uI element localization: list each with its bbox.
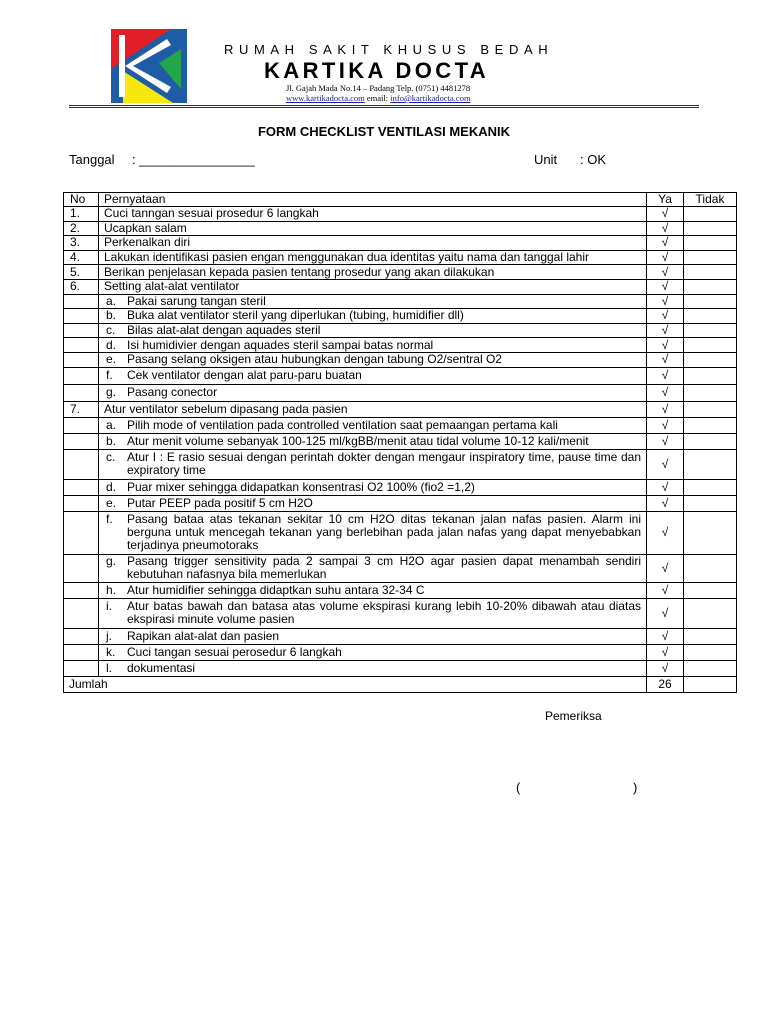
ya-check[interactable]: √ xyxy=(647,265,684,280)
hospital-contact xyxy=(286,93,471,103)
sub-item-text: Cuci tangan sesuai perosedur 6 langkah xyxy=(127,644,342,659)
sub-item xyxy=(104,353,641,366)
header-tidak: Tidak xyxy=(684,193,737,207)
table-row xyxy=(64,660,737,676)
ya-check[interactable]: √ xyxy=(647,207,684,222)
sub-item-text: Pilih mode of ventilation pada controlled ventilation saat pemaangan pertama kali xyxy=(127,417,558,432)
row-number xyxy=(64,644,99,660)
sub-item-letter: f. xyxy=(106,368,113,383)
row-statement: Ucapkan salam xyxy=(99,221,647,236)
ya-check[interactable]: √ xyxy=(647,628,684,644)
table-row xyxy=(64,511,737,554)
sub-item-letter: d. xyxy=(106,337,117,352)
sub-item-text: Pasang bataa atas tekanan sekitar 10 cm H2O ditas tekanan jalan nafas pasien. Alarm ini berguna untuk mencegah tekanan yang berlebihan pada jalan nafas yang dapat menyebabkan terjadinya pneumotoraks xyxy=(127,512,641,553)
row-number xyxy=(64,598,99,628)
ya-check[interactable]: √ xyxy=(647,294,684,309)
row-number xyxy=(64,449,99,479)
ya-check[interactable]: √ xyxy=(647,449,684,479)
tidak-check[interactable] xyxy=(684,582,737,598)
table-row xyxy=(64,323,737,338)
tidak-check[interactable] xyxy=(684,250,737,265)
sub-item xyxy=(104,600,641,626)
row-number: 7. xyxy=(64,401,99,417)
row-number: 3. xyxy=(64,236,99,251)
sub-item xyxy=(104,555,641,581)
row-number: 5. xyxy=(64,265,99,280)
header-ya: Ya xyxy=(647,193,684,207)
hospital-name: KARTIKA DOCTA xyxy=(264,58,490,83)
row-statement xyxy=(99,628,647,644)
sub-item-letter: b. xyxy=(106,308,117,323)
row-statement: Setting alat-alat ventilator xyxy=(99,279,647,294)
row-number xyxy=(64,495,99,511)
row-number xyxy=(64,309,99,324)
sub-item-text: Pasang selang oksigen atau hubungkan dengan tabung O2/sentral O2 xyxy=(127,352,502,367)
row-number xyxy=(64,582,99,598)
sub-item-letter: g. xyxy=(106,385,117,400)
email-label: email: xyxy=(364,93,391,103)
sub-item xyxy=(104,309,641,322)
tidak-check[interactable] xyxy=(684,495,737,511)
tidak-check[interactable] xyxy=(684,449,737,479)
sub-item-text: Pasang trigger sensitivity pada 2 sampai 3 cm H2O agar pasien dapat menambah sendiri kebutuhan nafasnya bila memerlukan xyxy=(127,554,641,582)
signature-close-bracket: ) xyxy=(633,780,638,795)
table-row xyxy=(64,449,737,479)
examiner-label: Pemeriksa xyxy=(545,709,602,723)
table-row xyxy=(64,598,737,628)
ya-check[interactable]: √ xyxy=(647,598,684,628)
sub-item xyxy=(104,662,641,675)
sub-item-text: Atur batas bawah dan batasa atas volume ekspirasi kurang lebih 10-20% dibawah atau diatas ekspirasi minute volume pasien xyxy=(127,599,641,627)
total-value: 26 xyxy=(647,676,684,692)
form-title: FORM CHECKLIST VENTILASI MEKANIK xyxy=(257,124,511,139)
sub-item xyxy=(104,513,641,552)
row-statement: Perkenalkan diri xyxy=(99,236,647,251)
tidak-check[interactable] xyxy=(684,294,737,309)
row-number xyxy=(64,367,99,384)
tanggal-field[interactable]: : ________________ xyxy=(132,152,255,167)
tidak-check[interactable] xyxy=(684,279,737,294)
table-row xyxy=(64,352,737,367)
sub-item xyxy=(104,646,641,659)
sub-item-text: dokumentasi xyxy=(127,660,196,675)
ya-check[interactable]: √ xyxy=(647,511,684,554)
table-row xyxy=(64,309,737,324)
hospital-subtitle: RUMAH SAKIT KHUSUS BEDAH xyxy=(224,42,554,57)
total-label: Jumlah xyxy=(64,676,647,692)
sub-item-letter: d. xyxy=(106,479,117,494)
header-statement: Pernyataan xyxy=(99,193,647,207)
ya-check[interactable]: √ xyxy=(647,338,684,353)
website-link[interactable]: www.kartikadocta.com xyxy=(286,93,365,103)
row-statement xyxy=(99,433,647,449)
table-row xyxy=(64,367,737,384)
table-row xyxy=(64,582,737,598)
table-row xyxy=(64,479,737,495)
table-row xyxy=(64,384,737,401)
email-link[interactable]: info@kartikadocta.com xyxy=(390,93,471,103)
ya-check[interactable]: √ xyxy=(647,495,684,511)
row-number xyxy=(64,511,99,554)
tidak-check[interactable] xyxy=(684,367,737,384)
tidak-check[interactable] xyxy=(684,554,737,582)
sub-item-letter: l. xyxy=(106,660,112,675)
row-statement xyxy=(99,598,647,628)
tidak-check[interactable] xyxy=(684,598,737,628)
unit-label: Unit xyxy=(534,152,558,167)
row-number xyxy=(64,384,99,401)
row-statement xyxy=(99,294,647,309)
table-row xyxy=(64,250,737,265)
sub-item xyxy=(104,339,641,352)
sub-item xyxy=(104,295,641,308)
row-number: 6. xyxy=(64,279,99,294)
sub-item-text: Atur I : E rasio sesuai dengan perintah dokter dengan mengaur inspiratory time, pause time dan expiratory time xyxy=(127,450,641,478)
row-statement xyxy=(99,582,647,598)
sub-item xyxy=(104,630,641,643)
row-statement: Lakukan identifikasi pasien engan menggunakan dua identitas yaitu nama dan tanggal lahir xyxy=(99,250,647,265)
row-number xyxy=(64,294,99,309)
tanggal-label: Tanggal xyxy=(69,152,115,167)
table-row xyxy=(64,279,737,294)
tidak-check[interactable] xyxy=(684,352,737,367)
table-row xyxy=(64,628,737,644)
sub-item xyxy=(104,481,641,494)
tidak-check[interactable] xyxy=(684,323,737,338)
tidak-check[interactable] xyxy=(684,265,737,280)
table-row xyxy=(64,495,737,511)
sub-item-text: Bilas alat-alat dengan aquades steril xyxy=(127,323,321,338)
ya-check[interactable]: √ xyxy=(647,401,684,417)
sub-item xyxy=(104,369,641,382)
tidak-check[interactable] xyxy=(684,417,737,433)
row-statement xyxy=(99,495,647,511)
sub-item-text: Cek ventilator dengan alat paru-paru buatan xyxy=(127,368,362,383)
tidak-check[interactable] xyxy=(684,433,737,449)
row-number xyxy=(64,628,99,644)
sub-item-letter: a. xyxy=(106,293,117,308)
tidak-check[interactable] xyxy=(684,660,737,676)
ya-check[interactable]: √ xyxy=(647,250,684,265)
sub-item-letter: e. xyxy=(106,495,117,510)
row-number xyxy=(64,352,99,367)
sub-item xyxy=(104,435,641,448)
sub-item-letter: g. xyxy=(106,554,117,569)
sub-item-text: Atur menit volume sebanyak 100-125 ml/kgBB/menit atau tidal volume 10-12 kali/menit xyxy=(127,433,589,448)
row-statement xyxy=(99,660,647,676)
sub-item-letter: f. xyxy=(106,512,113,527)
row-statement xyxy=(99,323,647,338)
sub-item xyxy=(104,386,641,399)
ya-check[interactable]: √ xyxy=(647,309,684,324)
tidak-check[interactable] xyxy=(684,221,737,236)
table-row xyxy=(64,417,737,433)
ya-check[interactable]: √ xyxy=(647,323,684,338)
header-divider-top xyxy=(69,105,699,106)
sub-item-text: Buka alat ventilator steril yang diperlukan (tubing, humidifier dll) xyxy=(127,308,464,323)
sub-item-letter: i. xyxy=(106,599,112,614)
header-divider-bottom xyxy=(69,107,699,108)
sub-item xyxy=(104,324,641,337)
table-row xyxy=(64,554,737,582)
table-row xyxy=(64,294,737,309)
header-no: No xyxy=(64,193,99,207)
total-row xyxy=(64,676,737,692)
row-statement xyxy=(99,367,647,384)
row-statement: Cuci tanngan sesuai prosedur 6 langkah xyxy=(99,207,647,222)
signature-open-bracket: ( xyxy=(516,780,521,795)
ya-check[interactable]: √ xyxy=(647,417,684,433)
sub-item-text: Atur humidifier sehingga didaptkan suhu antara 32-34 C xyxy=(127,582,425,597)
row-number xyxy=(64,479,99,495)
sub-item-letter: j. xyxy=(106,628,112,643)
row-number xyxy=(64,417,99,433)
sub-item-letter: c. xyxy=(106,323,116,338)
sub-item xyxy=(104,497,641,510)
sub-item-text: Puar mixer sehingga didapatkan konsentrasi O2 100% (fio2 =1,2) xyxy=(127,479,475,494)
table-row xyxy=(64,236,737,251)
sub-item-letter: k. xyxy=(106,644,116,659)
row-number xyxy=(64,433,99,449)
tidak-check[interactable] xyxy=(684,384,737,401)
tidak-check[interactable] xyxy=(684,479,737,495)
total-tidak xyxy=(684,676,737,692)
tidak-check[interactable] xyxy=(684,628,737,644)
sub-item-text: Pakai sarung tangan steril xyxy=(127,293,266,308)
checklist-table xyxy=(63,192,737,693)
tidak-check[interactable] xyxy=(684,207,737,222)
ya-check[interactable]: √ xyxy=(647,384,684,401)
table-row xyxy=(64,401,737,417)
table-row xyxy=(64,433,737,449)
table-row xyxy=(64,221,737,236)
row-number: 1. xyxy=(64,207,99,222)
ya-check[interactable]: √ xyxy=(647,352,684,367)
row-statement xyxy=(99,644,647,660)
ya-check[interactable]: √ xyxy=(647,433,684,449)
sub-item xyxy=(104,419,641,432)
row-number xyxy=(64,323,99,338)
ya-check[interactable]: √ xyxy=(647,236,684,251)
sub-item-text: Isi humidivier dengan aquades steril sampai batas normal xyxy=(127,337,434,352)
row-number xyxy=(64,554,99,582)
tidak-check[interactable] xyxy=(684,236,737,251)
tidak-check[interactable] xyxy=(684,511,737,554)
sub-item-letter: a. xyxy=(106,417,117,432)
table-row xyxy=(64,265,737,280)
table-row xyxy=(64,644,737,660)
table-row xyxy=(64,338,737,353)
hospital-address: Jl. Gajah Mada No.14 – Padang Telp. (0751) 4481278 xyxy=(286,83,471,93)
ya-check[interactable]: √ xyxy=(647,279,684,294)
tidak-check[interactable] xyxy=(684,338,737,353)
sub-item-text: Rapikan alat-alat dan pasien xyxy=(127,628,280,643)
row-statement xyxy=(99,352,647,367)
ya-check[interactable]: √ xyxy=(647,221,684,236)
row-statement xyxy=(99,417,647,433)
table-row xyxy=(64,207,737,222)
ya-check[interactable]: √ xyxy=(647,479,684,495)
sub-item-text: Putar PEEP pada positif 5 cm H2O xyxy=(127,495,313,510)
tidak-check[interactable] xyxy=(684,644,737,660)
table-header-row xyxy=(64,193,737,207)
sub-item-letter: c. xyxy=(106,450,116,465)
ya-check[interactable]: √ xyxy=(647,582,684,598)
row-number xyxy=(64,338,99,353)
sub-item-letter: h. xyxy=(106,582,117,597)
row-statement: Berikan penjelasan kepada pasien tentang prosedur yang akan dilakukan xyxy=(99,265,647,280)
row-number: 4. xyxy=(64,250,99,265)
row-statement xyxy=(99,338,647,353)
tidak-check[interactable] xyxy=(684,401,737,417)
sub-item-letter: e. xyxy=(106,352,117,367)
row-number: 2. xyxy=(64,221,99,236)
sub-item xyxy=(104,584,641,597)
sub-item xyxy=(104,451,641,477)
hospital-logo xyxy=(111,29,187,103)
ya-check[interactable]: √ xyxy=(647,644,684,660)
tidak-check[interactable] xyxy=(684,309,737,324)
row-statement xyxy=(99,384,647,401)
sub-item-text: Pasang conector xyxy=(127,385,218,400)
row-statement xyxy=(99,554,647,582)
row-number xyxy=(64,660,99,676)
unit-value: : OK xyxy=(580,152,607,167)
row-statement xyxy=(99,449,647,479)
sub-item-letter: b. xyxy=(106,433,117,448)
ya-check[interactable]: √ xyxy=(647,554,684,582)
row-statement: Atur ventilator sebelum dipasang pada pasien xyxy=(99,401,647,417)
row-statement xyxy=(99,511,647,554)
row-statement xyxy=(99,309,647,324)
ya-check[interactable]: √ xyxy=(647,367,684,384)
row-statement xyxy=(99,479,647,495)
ya-check[interactable]: √ xyxy=(647,660,684,676)
